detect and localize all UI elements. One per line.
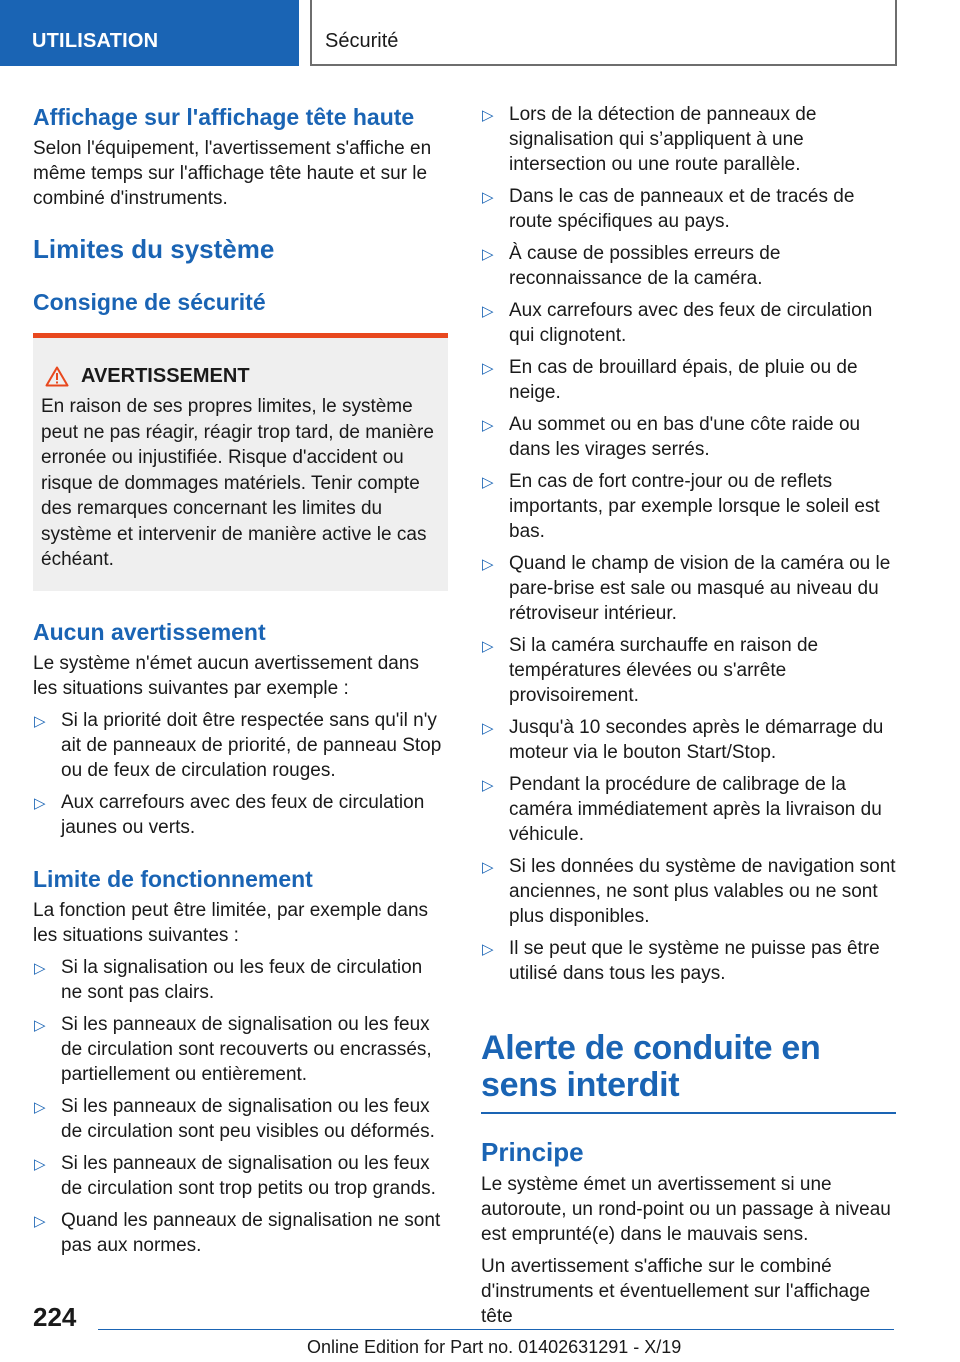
triangle-bullet-icon: ▷: [482, 859, 494, 876]
limit-list: [33, 955, 448, 1258]
list-item: ▷ Si les panneaux de signalisation ou les feux de circulation sont peu visibles ou déformés.: [34, 1095, 435, 1142]
hud-text: Selon l'équipement, l'avertissement s'affiche en même temps sur l'affichage tête haute et sur le combiné d'instruments.: [33, 138, 432, 209]
triangle-bullet-icon: ▷: [34, 1212, 46, 1230]
warning-triangle-icon: [45, 366, 69, 387]
warning-box: [33, 333, 448, 591]
triangle-bullet-icon: ▷: [482, 941, 494, 958]
triangle-bullet-icon: ▷: [482, 360, 494, 377]
triangle-bullet-icon: ▷: [34, 959, 46, 977]
header-chapter-box: [310, 0, 897, 66]
list-item: ▷ Si les données du système de navigation sont anciennes, ne sont plus valables ou ne sont plus disponibles.: [482, 856, 896, 927]
list-item: ▷ Quand le champ de vision de la caméra ou le pare-brise est sale ou masqué au niveau du rétroviseur intérieur.: [482, 553, 891, 624]
list-item: ▷ Si la priorité doit être respectée sans qu'il n'y ait de panneaux de priorité, de panneau Stop ou de feux de circulation rouges.: [34, 709, 442, 781]
principle-heading: Principe: [481, 1137, 584, 1167]
footer-rule: [98, 1329, 894, 1330]
triangle-bullet-icon: ▷: [482, 189, 494, 206]
header-section-title: UTILISATION: [32, 30, 159, 52]
limit-text: La fonction peut être limitée, par exemple dans les situations suivantes :: [33, 899, 429, 946]
triangle-bullet-icon: ▷: [482, 474, 494, 491]
triangle-bullet-icon: ▷: [482, 246, 494, 263]
list-item: ▷ Jusqu'à 10 secondes après le démarrage du moteur via le bouton Start/Stop.: [482, 717, 884, 763]
list-item: ▷ En cas de fort contre-jour ou de reflets importants, par exemple lorsque le soleil est bas.: [482, 471, 880, 542]
warning-title: AVERTISSEMENT: [81, 365, 250, 387]
section-rule: [481, 1112, 896, 1114]
list-item: ▷ À cause de possibles erreurs de reconnaissance de la caméra.: [482, 243, 781, 289]
triangle-bullet-icon: ▷: [34, 794, 46, 812]
list-item: ▷ Il se peut que le système ne puisse pas être utilisé dans tous les pays.: [482, 938, 880, 984]
warning-text: En raison de ses propres limites, le système peut ne pas réagir, réagir trop tard, de manière erronée ou injustifiée. Risque d'accident ou risque de dommages matériels. Tenir compte des remarques concernant les limites du système et intervenir de manière active le cas échéant.: [41, 396, 434, 570]
triangle-bullet-icon: ▷: [482, 107, 494, 124]
hud-heading: Affichage sur l'affichage tête haute: [33, 104, 415, 130]
list-item: ▷ Si la signalisation ou les feux de circulation ne sont pas clairs.: [34, 956, 423, 1003]
limits-heading: Limites du système: [33, 234, 275, 264]
list-item: ▷ Si les panneaux de signalisation ou les feux de circulation sont trop petits ou trop grands.: [34, 1152, 436, 1199]
triangle-bullet-icon: ▷: [482, 777, 494, 794]
triangle-bullet-icon: ▷: [482, 720, 494, 737]
triangle-bullet-icon: ▷: [482, 638, 494, 655]
list-item: ▷ Aux carrefours avec des feux de circulation qui clignotent.: [482, 300, 873, 346]
footer-edition: Online Edition for Part no. 01402631291 - X/19: [307, 1337, 682, 1357]
list-item: ▷ Dans le cas de panneaux et de tracés de route spécifiques au pays.: [482, 186, 855, 232]
triangle-bullet-icon: ▷: [34, 1155, 46, 1173]
no-warning-text: Le système n'émet aucun avertissement dans les situations suivantes par exemple :: [33, 652, 419, 699]
header-chapter-title: Sécurité: [325, 30, 399, 52]
triangle-bullet-icon: ▷: [482, 556, 494, 573]
triangle-bullet-icon: ▷: [34, 1098, 46, 1116]
list-item: ▷ En cas de brouillard épais, de pluie ou de neige.: [482, 357, 858, 403]
limit-heading: Limite de fonctionnement: [33, 865, 313, 892]
no-warning-heading: Aucun avertissement: [33, 618, 266, 645]
wrong-way-heading: Alerte de conduite en sens interdit: [481, 1029, 821, 1104]
limit-list-continued: [481, 102, 896, 986]
principle-text-2: Un avertissement s'affiche sur le combiné d'instruments et éventuellement sur l'affichage tête: [481, 1256, 871, 1327]
warning-title-row: [41, 364, 440, 388]
triangle-bullet-icon: ▷: [482, 417, 494, 434]
no-warning-list: [33, 708, 448, 840]
triangle-bullet-icon: ▷: [34, 1016, 46, 1034]
list-item: ▷ Pendant la procédure de calibrage de la caméra immédiatement après la livraison du véhicule.: [482, 774, 882, 845]
safety-heading: Consigne de sécurité: [33, 289, 266, 315]
principle-text-1: Le système émet un avertissement si une autoroute, un rond-point ou un passage à niveau est emprunté(e) dans le mauvais sens.: [481, 1174, 891, 1245]
right-column: [481, 102, 896, 1329]
triangle-bullet-icon: ▷: [34, 712, 46, 730]
header-section-tab: [0, 0, 299, 66]
list-item: ▷ Aux carrefours avec des feux de circulation jaunes ou verts.: [34, 791, 425, 838]
list-item: ▷ Au sommet ou en bas d'une côte raide ou dans les virages serrés.: [482, 414, 861, 460]
triangle-bullet-icon: ▷: [482, 303, 494, 320]
page-number: 224: [33, 1302, 77, 1332]
list-item: ▷ Quand les panneaux de signalisation ne sont pas aux normes.: [34, 1209, 441, 1256]
list-item: ▷ Lors de la détection de panneaux de signalisation qui s’appliquent à une intersection ou une route parallèle.: [482, 104, 817, 175]
list-item: ▷ Si la caméra surchauffe en raison de températures élevées ou s'arrête provisoirement.: [482, 635, 819, 706]
list-item: ▷ Si les panneaux de signalisation ou les feux de circulation sont recouverts ou encrassés, partiellement ou entièrement.: [34, 1013, 432, 1085]
left-column: [33, 102, 448, 1258]
